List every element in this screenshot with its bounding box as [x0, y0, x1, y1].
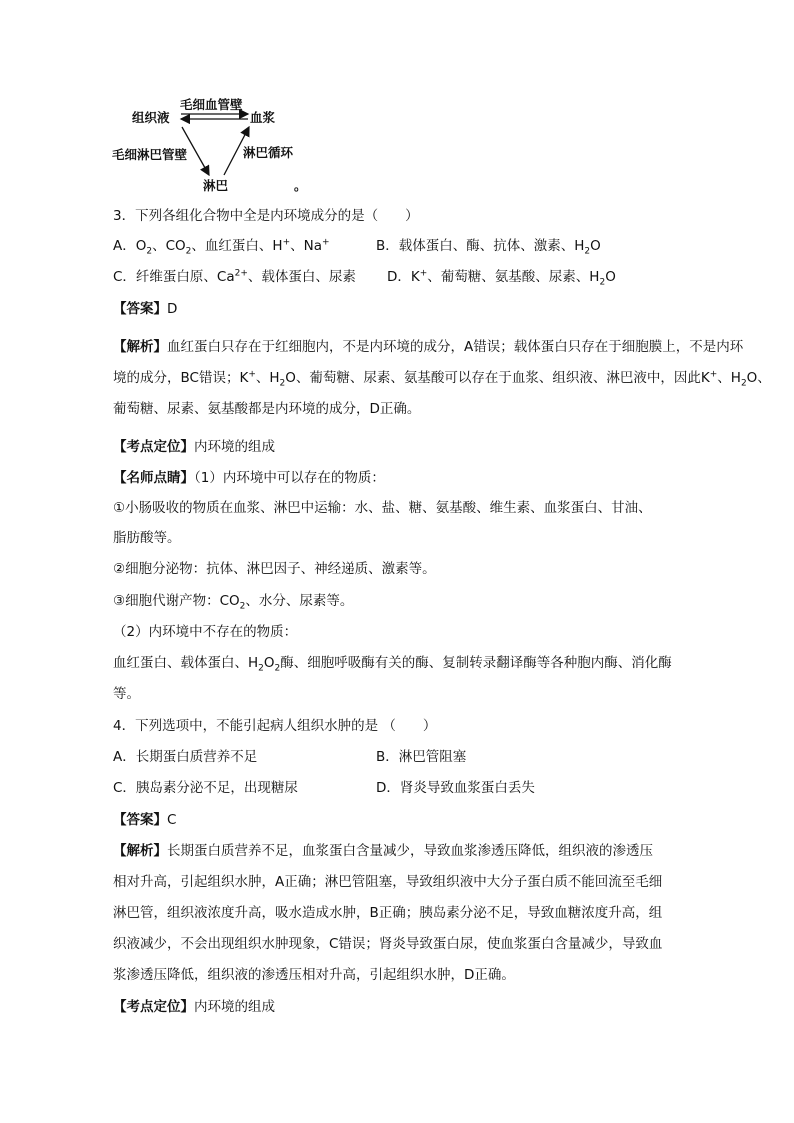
q4-option-d: D．肾炎导致血浆蛋白丢失: [376, 780, 535, 796]
lymph-circulation-label: 淋巴循环: [243, 145, 294, 160]
q4-analysis-line-3: 淋巴管，组织液浓度升高，吸水造成水肿，B正确；胰岛素分泌不足，导致血糖浓度升高，组: [113, 905, 663, 921]
q3-tips-line-7: 血红蛋白、载体蛋白、$H_2O_2$酶、细胞呼吸酶有关的酶、复制转录翻译酶等各种胞内酶、消化酶: [113, 655, 672, 674]
q4-option-c: C．胰岛素分泌不足，出现糖尿: [113, 780, 298, 796]
q3-tips-line-2: ①小肠吸收的物质在血浆、淋巴中运输：水、盐、糖、氨基酸、维生素、血浆蛋白、甘油、: [113, 500, 652, 516]
q3-option-a: A．$O_2$、$CO_2$、血红蛋白、H+、Na+: [113, 237, 330, 257]
q3-option-b: B．载体蛋白、酶、抗体、激素、$H_2O$: [376, 238, 601, 257]
q4-analysis-line-1: 【解析】长期蛋白质营养不足，血浆蛋白含量减少，导致血浆渗透压降低，组织液的渗透压: [113, 843, 653, 859]
lymph-label: 淋巴: [203, 178, 229, 193]
q4-analysis-line-4: 织液减少，不会出现组织水肿现象，C错误；肾炎导致蛋白尿，使血浆蛋白含量减少，导致血: [113, 936, 663, 952]
capillary-wall-label: 毛细血管壁: [180, 97, 243, 112]
q3-answer: 【答案】D: [113, 301, 178, 317]
q4-answer: 【答案】C: [113, 812, 177, 828]
q4-option-a: A．长期蛋白质营养不足: [113, 749, 258, 765]
q3-stem: 3．下列各组化合物中全是内环境成分的是（ ）: [113, 208, 419, 224]
q3-tips-line-6: （2）内环境中不存在的物质：: [113, 624, 298, 640]
plasma-label: 血浆: [250, 110, 276, 125]
q3-tips-line-4: ②细胞分泌物：抗体、淋巴因子、神经递质、激素等。: [113, 561, 436, 577]
q3-position: 【考点定位】内环境的组成: [113, 439, 275, 455]
diagram-period: 。: [294, 178, 307, 193]
tissue-fluid-label: 组织液: [132, 110, 170, 125]
lymph-capillary-wall-label: 毛细淋巴管壁: [112, 147, 188, 162]
q4-position: 【考点定位】内环境的组成: [113, 999, 275, 1015]
q3-analysis-line-1: 【解析】血红蛋白只存在于红细胞内，不是内环境的成分，A错误；载体蛋白只存在于细胞膜上，不是内环: [113, 339, 744, 355]
q3-tips-line-8: 等。: [113, 686, 140, 702]
q3-tips-line-1: 【名师点睛】（1）内环境中可以存在的物质：: [113, 470, 385, 486]
q4-analysis-line-5: 浆渗透压降低，组织液的渗透压相对升高，引起组织水肿，D正确。: [113, 967, 515, 983]
q4-option-b: B．淋巴管阻塞: [376, 749, 467, 765]
body-fluid-diagram: [110, 95, 310, 200]
q3-option-d: D．K+、葡萄糖、氨基酸、尿素、$H_2O$: [387, 268, 616, 288]
q3-tips-line-3: 脂肪酸等。: [113, 530, 181, 546]
q3-analysis-line-2: 境的成分，BC错误；K+、$H_2O$、葡萄糖、尿素、氨基酸可以存在于血浆、组织液、淋巴液中，因此K+、$H_2O$、: [113, 369, 771, 389]
q3-tips-line-5: ③细胞代谢产物：$CO_2$、水分、尿素等。: [113, 593, 354, 612]
q4-analysis-line-2: 相对升高，引起组织水肿，A正确；淋巴管阻塞，导致组织液中大分子蛋白质不能回流至毛细: [113, 874, 663, 890]
q3-option-c: C．纤维蛋白原、$Ca^{2+}$、载体蛋白、尿素: [113, 268, 356, 285]
q3-analysis-line-3: 葡萄糖、尿素、氨基酸都是内环境的成分，D正确。: [113, 401, 421, 417]
q4-stem: 4．下列选项中，不能引起病人组织水肿的是 （ ）: [113, 718, 437, 734]
